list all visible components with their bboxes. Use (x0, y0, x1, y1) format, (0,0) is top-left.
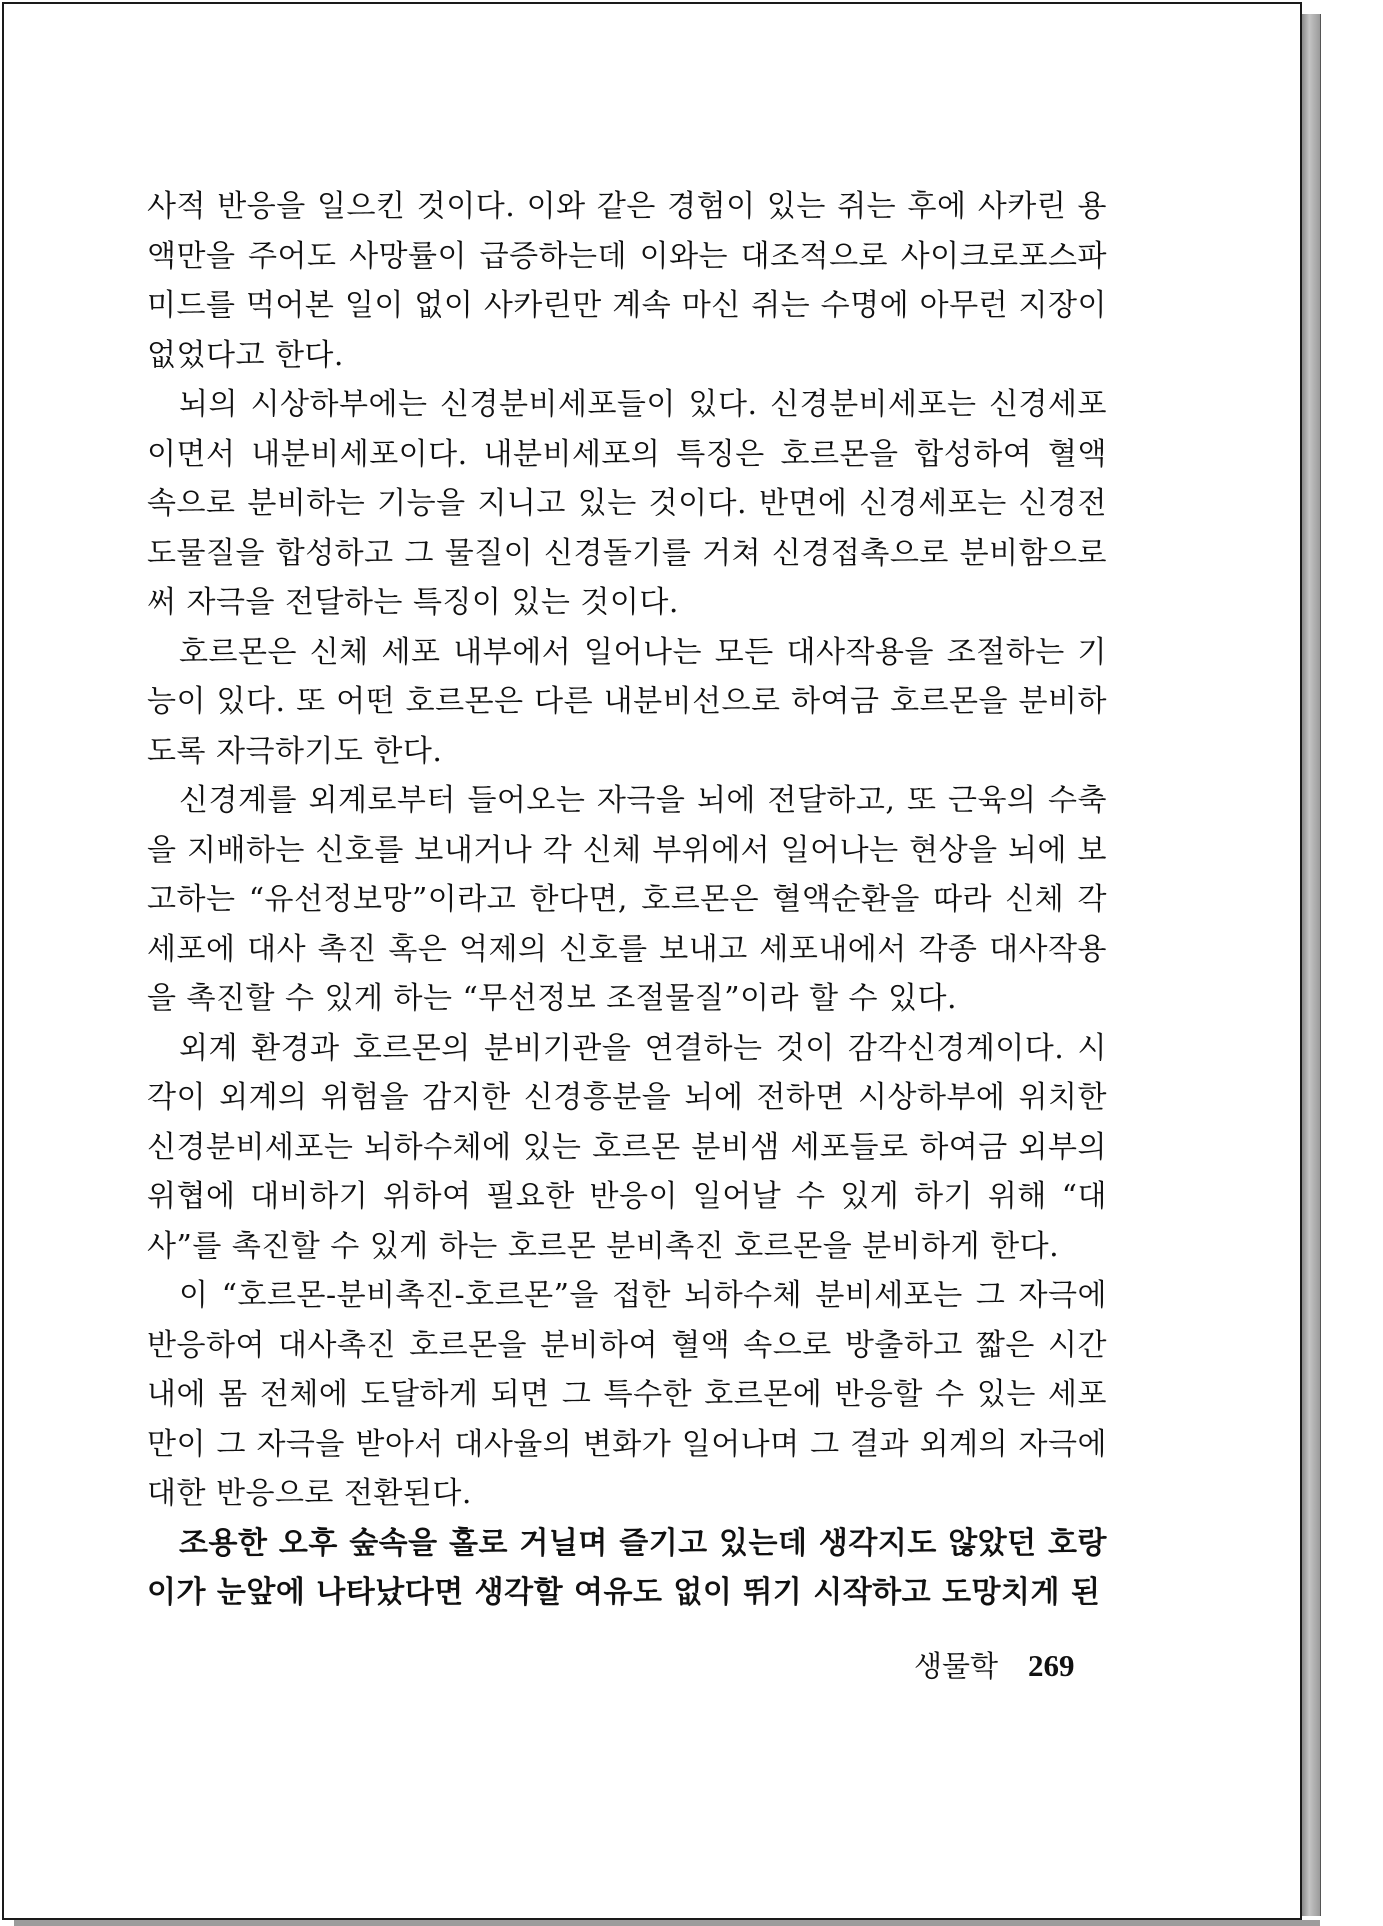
paragraph-7: 조용한 오후 숲속을 홀로 거닐며 즐기고 있는데 생각지도 않았던 호랑이가 눈앞에 나타났다면 생각할 여유도 없이 뛰기 시작하고 도망치게 된 (147, 1525, 1107, 1610)
page-stack-edge (1302, 14, 1321, 1916)
paragraph-5: 외계 환경과 호르몬의 분비기관을 연결하는 것이 감각신경계이다. 시각이 외계의 위험을 감지한 신경흥분을 뇌에 전하면 시상하부에 위치한 신경분비세포는 뇌하수체에 있는 호르몬 분비샘 세포들로 하여금 외부의 위협에 대비하기 위하여 필요한 반응이 일어날 수 있게 하기 위해 “대사”를 촉진할 수 있게 하는 호르몬 분비촉진 호르몬을 분비하게 한다. (147, 1030, 1107, 1264)
page-stack-bottom-edge (14, 1920, 1320, 1926)
book-page (2, 2, 1302, 1920)
paragraph-4: 신경계를 외계로부터 들어오는 자극을 뇌에 전달하고, 또 근육의 수축을 지배하는 신호를 보내거나 각 신체 부위에서 일어나는 현상을 뇌에 보고하는 “유선정보망”이라고 한다면, 호르몬은 혈액순환을 따라 신체 각 세포에 대사 촉진 혹은 억제의 신호를 보내고 세포내에서 각종 대사작용을 촉진할 수 있게 하는 “무선정보 조절물질”이라 할 수 있다. (147, 783, 1107, 1016)
page-number: 269 (1028, 1648, 1075, 1683)
page-footer (914, 1644, 1075, 1685)
running-title: 생물학 (914, 1649, 999, 1683)
paragraph-2: 뇌의 시상하부에는 신경분비세포들이 있다. 신경분비세포는 신경세포이면서 내분비세포이다. 내분비세포의 특징은 호르몬을 합성하여 혈액 속으로 분비하는 기능을 지니고 있는 것이다. 반면에 신경세포는 신경전도물질을 합성하고 그 물질이 신경돌기를 거쳐 신경접촉으로 분비함으로써 자극을 전달하는 특징이 있는 것이다. (147, 387, 1107, 620)
paragraph-6: 이 “호르몬-분비촉진-호르몬”을 접한 뇌하수체 분비세포는 그 자극에 반응하여 대사촉진 호르몬을 분비하여 혈액 속으로 방출하고 짧은 시간내에 몸 전체에 도달하게 되면 그 특수한 호르몬에 반응할 수 있는 세포만이 그 자극을 받아서 대사율의 변화가 일어나며 그 결과 외계의 자극에 대한 반응으로 전환된다. (147, 1278, 1107, 1511)
paragraph-3: 호르몬은 신체 세포 내부에서 일어나는 모든 대사작용을 조절하는 기능이 있다. 또 어떤 호르몬은 다른 내분비선으로 하여금 호르몬을 분비하도록 자극하기도 한다. (147, 634, 1107, 769)
body-text (147, 182, 1107, 1618)
paragraph-1: 사적 반응을 일으킨 것이다. 이와 같은 경험이 있는 쥐는 후에 사카린 용액만을 주어도 사망률이 급증하는데 이와는 대조적으로 사이크로포스파미드를 먹어본 일이 없이 사카린만 계속 마신 쥐는 수명에 아무런 지장이 없었다고 한다. (147, 189, 1107, 373)
